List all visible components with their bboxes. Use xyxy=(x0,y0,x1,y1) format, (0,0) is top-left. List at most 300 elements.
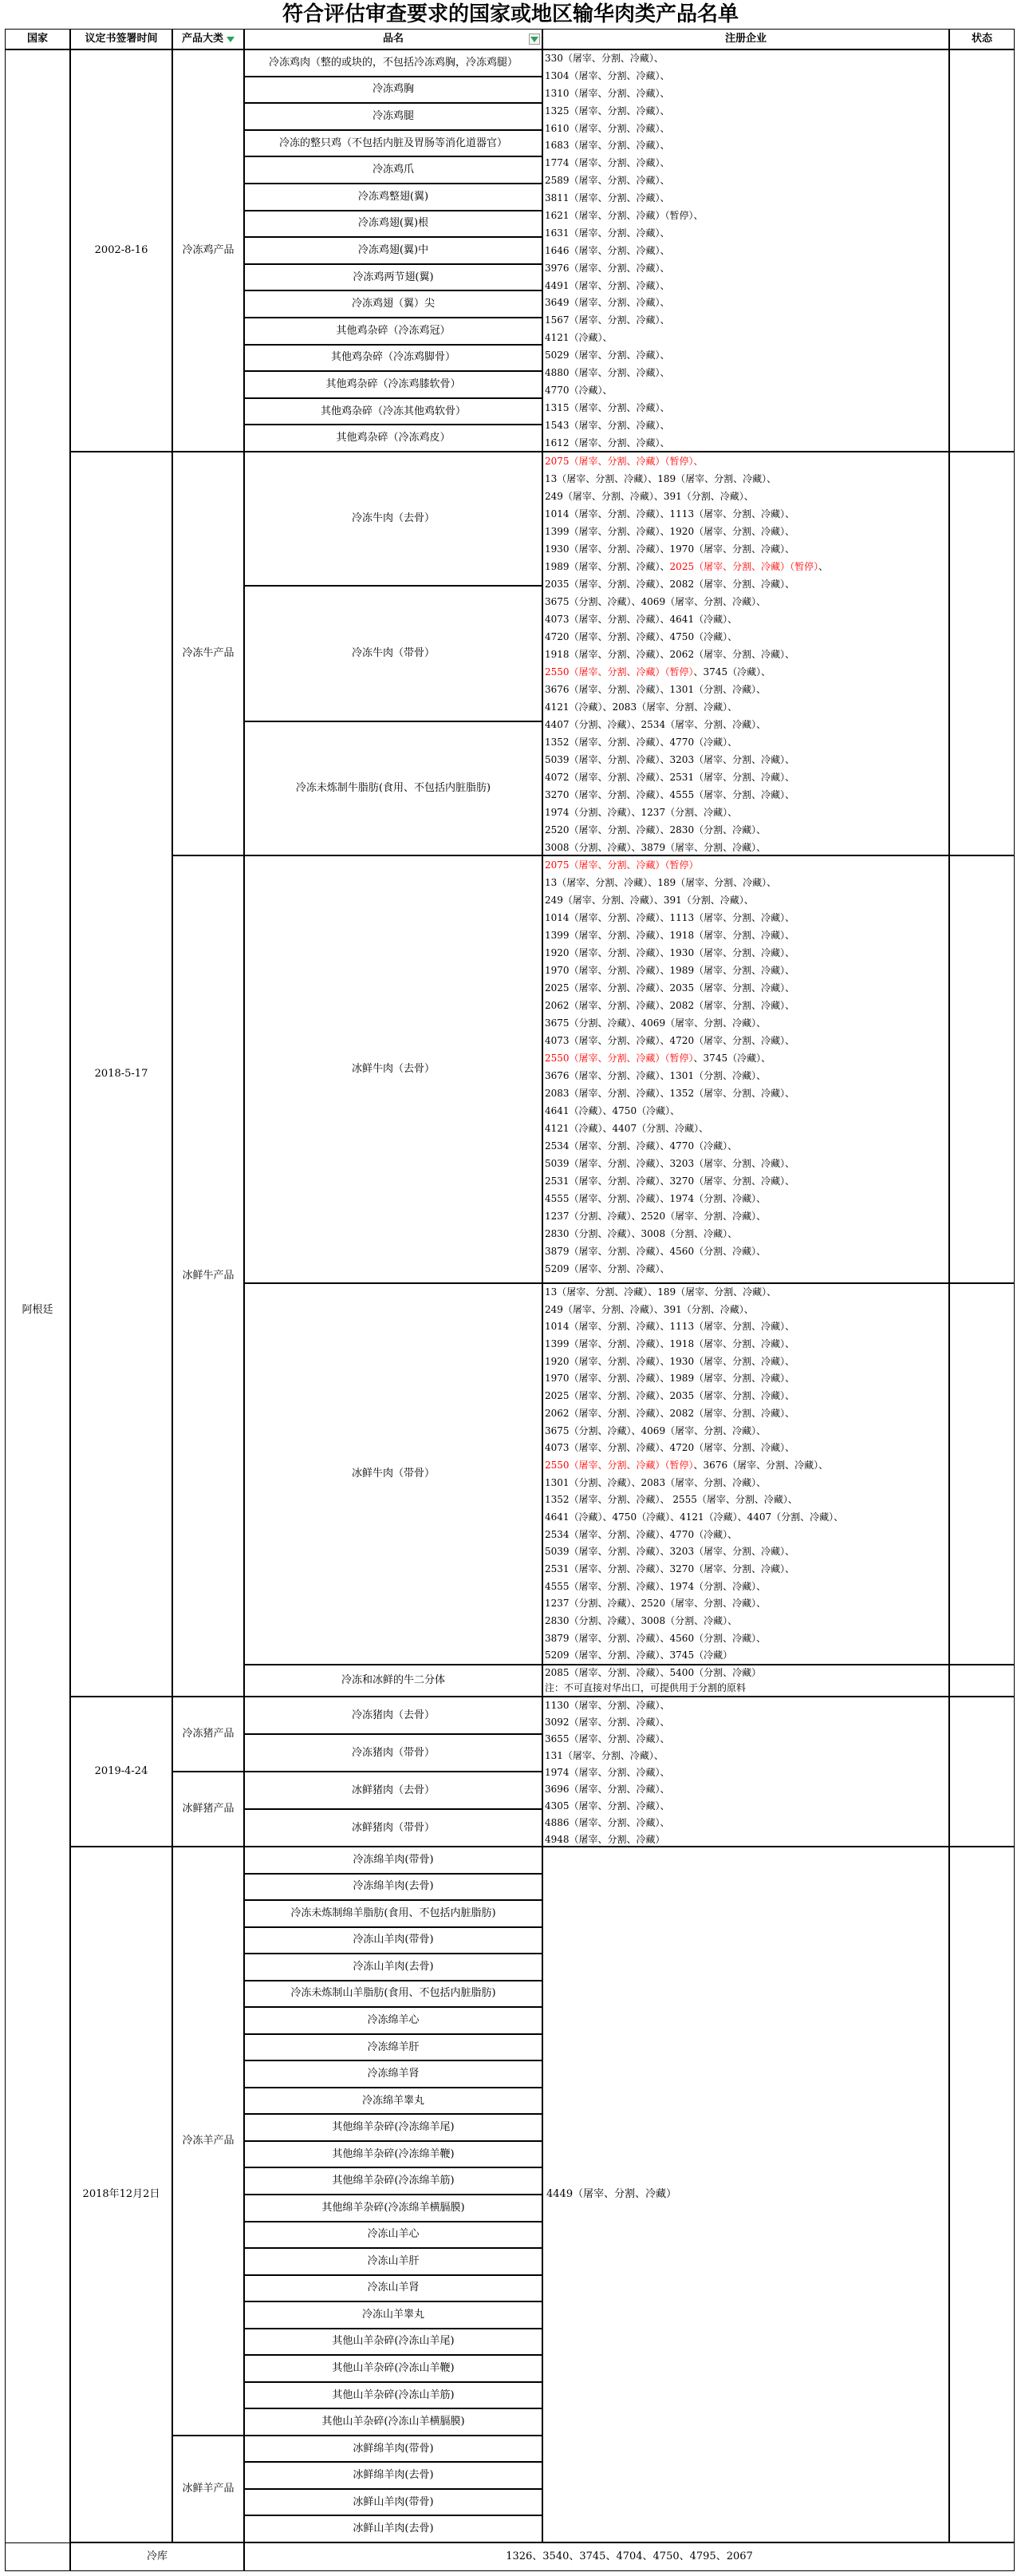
registration-line xyxy=(543,260,948,278)
registration-line xyxy=(543,1509,948,1527)
registration-text: 3676（屠宰、分割、冷藏）、1301（分割、冷藏）、 xyxy=(545,1070,767,1081)
registration-line xyxy=(543,1527,948,1544)
product-name-cell-text: 其他山羊杂碎(冷冻山羊鞭) xyxy=(332,2361,455,2374)
registration-text: 13（屠宰、分割、冷藏）、189（屠宰、分割、冷藏）、 xyxy=(545,1286,777,1298)
registration-line xyxy=(543,452,948,470)
cold-storage-value-text: 1326、3540、3745、4704、4750、4795、2067 xyxy=(506,2550,753,2562)
registration-text: 2062（屠宰、分割、冷藏）、2082（屠宰、分割、冷藏）、 xyxy=(545,1407,795,1419)
registration-text: 、3745（冷藏）、 xyxy=(693,1053,771,1064)
registration-text: 1970（屠宰、分割、冷藏）、1989（屠宰、分割、冷藏）、 xyxy=(545,965,795,976)
registration-text: 5209（屠宰、分割、冷藏）、3745（冷藏） xyxy=(545,1650,733,1661)
registration-text: 1920（屠宰、分割、冷藏）、1930（屠宰、分割、冷藏）、 xyxy=(545,1355,795,1367)
registration-line xyxy=(543,1260,948,1278)
registration-line xyxy=(543,1137,948,1155)
registered-company-cell xyxy=(542,1665,949,1697)
product-category-cell xyxy=(172,855,244,1697)
registration-line xyxy=(543,347,948,365)
product-name-cell-text: 冰鲜山羊肉(带骨) xyxy=(353,2495,434,2508)
registration-text: 5209（屠宰、分割、冷藏）、 xyxy=(545,1263,670,1274)
registration-text: 1610（屠宰、分割、冷藏）、 xyxy=(545,122,670,134)
header-category-text: 产品大类 xyxy=(181,33,223,45)
product-name-cell xyxy=(244,156,542,184)
registration-text: 1920（屠宰、分割、冷藏）、1930（屠宰、分割、冷藏）、 xyxy=(545,947,795,958)
protocol-date-cell xyxy=(70,49,172,452)
product-name-cell-text: 其他绵羊杂碎(冷冻绵羊尾) xyxy=(332,2121,455,2134)
registration-line xyxy=(543,382,948,400)
registration-line xyxy=(543,312,948,330)
registration-text: 3811（屠宰、分割、冷藏）、 xyxy=(545,192,670,204)
registration-text: 1014（屠宰、分割、冷藏）、1113（屠宰、分割、冷藏）、 xyxy=(545,912,795,923)
status-cell xyxy=(949,1847,1015,2542)
registration-text: 3879（屠宰、分割、冷藏）、4560（分割、冷藏）、 xyxy=(545,1632,767,1644)
cold-storage-value xyxy=(244,2542,1015,2571)
product-name-cell-text: 冷冻未炼制山羊脂肪(食用、不包括内脏脂肪) xyxy=(290,1987,496,2000)
registration-text: 3696（屠宰、分割、冷藏）、 xyxy=(545,1784,670,1795)
registration-line xyxy=(543,909,948,926)
registration-line xyxy=(543,1578,948,1596)
header-date-text: 议定书签署时间 xyxy=(85,33,158,45)
registration-text: 、 xyxy=(818,561,829,572)
registration-line xyxy=(543,1155,948,1172)
product-name-cell xyxy=(244,2515,542,2542)
suspended-registration: 2550（屠宰、分割、冷藏）（暂停） xyxy=(545,1053,694,1064)
registration-line xyxy=(543,1831,948,1847)
registration-text: 3649（屠宰、分割、冷藏）、 xyxy=(545,297,670,309)
product-name-cell-text: 冷冻鸡翅(翼)中 xyxy=(357,243,429,256)
registration-line xyxy=(543,1543,948,1561)
registration-text: 3675（分割、冷藏）、4069（屠宰、分割、冷藏）、 xyxy=(545,1017,767,1029)
product-name-cell xyxy=(244,721,542,855)
registration-text: 1631（屠宰、分割、冷藏）、 xyxy=(545,227,670,239)
product-name-cell xyxy=(244,2301,542,2329)
registration-text: 1014（屠宰、分割、冷藏）、1113（屠宰、分割、冷藏）、 xyxy=(545,508,795,520)
suspended-registration: 2025（屠宰、分割、冷藏）（暂停） xyxy=(669,561,819,572)
registration-text: 3676（屠宰、分割、冷藏）、1301（分割、冷藏）、 xyxy=(545,684,767,695)
status-cell xyxy=(949,1283,1015,1665)
registration-line xyxy=(543,523,948,540)
page-title: 符合评估审查要求的国家或地区输华肉类产品名单 xyxy=(282,2,739,26)
registration-line xyxy=(543,294,948,312)
product-name-cell xyxy=(244,1772,542,1809)
registration-text: 2085（屠宰、分割、冷藏）、5400（分割、冷藏） xyxy=(545,1667,762,1678)
registration-text: 2083（屠宰、分割、冷藏）、1352（屠宰、分割、冷藏）、 xyxy=(545,1088,795,1099)
registration-line xyxy=(543,979,948,997)
registration-text: 2531（屠宰、分割、冷藏）、3270（屠宰、分割、冷藏）、 xyxy=(545,1563,795,1574)
product-name-cell xyxy=(244,2275,542,2302)
product-name-cell xyxy=(244,1697,542,1734)
registration-text: 4886（屠宰、分割、冷藏）、 xyxy=(545,1817,670,1828)
product-name-cell xyxy=(244,237,542,264)
registration-line xyxy=(543,1302,948,1319)
product-name-cell-text: 冷冻山羊肝 xyxy=(367,2254,420,2267)
registration-text: 4555（屠宰、分割、冷藏）、1974（分割、冷藏）、 xyxy=(545,1193,767,1204)
registration-text: 3270（屠宰、分割、冷藏）、4555（屠宰、分割、冷藏）、 xyxy=(545,789,795,800)
registration-text: 1310（屠宰、分割、冷藏）、 xyxy=(545,87,670,99)
product-name-cell xyxy=(244,2195,542,2222)
product-name-cell xyxy=(244,49,542,77)
cold-storage-label-text: 冷库 xyxy=(146,2550,168,2562)
registration-text: 1974（屠宰、分割、冷藏）、 xyxy=(545,1767,670,1778)
registration-line xyxy=(543,856,948,874)
registration-text: 249（屠宰、分割、冷藏）、391（分割、冷藏）、 xyxy=(545,491,754,502)
registration-text: 5039（屠宰、分割、冷藏）、3203（屠宰、分割、冷藏）、 xyxy=(545,1158,795,1169)
registration-line xyxy=(543,926,948,944)
cold-storage-label xyxy=(70,2542,244,2571)
suspended-registration: 2550（屠宰、分割、冷藏）（暂停） xyxy=(545,1459,694,1471)
registration-text: 3655（屠宰、分割、冷藏）、 xyxy=(545,1733,670,1744)
registration-line xyxy=(543,1781,948,1798)
registration-line xyxy=(543,1336,948,1353)
registration-text: 1315（屠宰、分割、冷藏）、 xyxy=(545,401,670,413)
registered-company-cell xyxy=(542,49,949,452)
product-name-cell-text: 冷冻鸡两节翅(翼) xyxy=(353,271,434,283)
product-category-cell xyxy=(172,1697,244,1772)
registration-line xyxy=(543,190,948,207)
registration-line xyxy=(543,891,948,909)
product-name-cell xyxy=(244,318,542,345)
registered-company-cell xyxy=(542,855,949,1283)
product-name-cell-text: 冷冻未炼制牛脂肪(食用、不包括内脏脂肪) xyxy=(295,782,491,794)
registration-text: 注：不可直接对华出口，可提供用于分割的原料 xyxy=(545,1682,747,1693)
product-category-cell-text: 冰鲜牛产品 xyxy=(182,1270,235,1282)
product-name-cell-text: 其他绵羊杂碎(冷冻绵羊横膈膜) xyxy=(321,2201,465,2214)
registration-line xyxy=(543,646,948,663)
registration-text: 13（屠宰、分割、冷藏）、189（屠宰、分割、冷藏）、 xyxy=(545,473,777,484)
registration-text: 1918（屠宰、分割、冷藏）、2062（屠宰、分割、冷藏）、 xyxy=(545,649,795,660)
registration-text: 2025（屠宰、分割、冷藏）、2035（屠宰、分割、冷藏）、 xyxy=(545,982,795,994)
registration-text: 4072（屠宰、分割、冷藏）、2531（屠宰、分割、冷藏）、 xyxy=(545,772,795,783)
product-name-cell xyxy=(244,2088,542,2115)
registration-text: 4121（冷藏）、4407（分割、冷藏）、 xyxy=(545,1123,709,1134)
product-name-cell-text: 冷冻鸡整翅(翼) xyxy=(357,190,429,203)
registration-text: 1237（分割、冷藏）、2520（屠宰、分割、冷藏）、 xyxy=(545,1211,767,1222)
product-category-cell-text: 冷冻羊产品 xyxy=(182,2134,235,2147)
product-name-cell xyxy=(244,425,542,452)
product-name-cell xyxy=(244,345,542,372)
registration-text: 3976（屠宰、分割、冷藏）、 xyxy=(545,262,670,274)
product-category-cell-text: 冷冻鸡产品 xyxy=(182,244,235,256)
registration-text: 3008（分割、冷藏）、3879（屠宰、分割、冷藏）、 xyxy=(545,842,767,853)
product-name-cell xyxy=(244,1809,542,1847)
registration-text: 1974（分割、冷藏）、1237（分割、冷藏）、 xyxy=(545,807,738,818)
product-name-cell-text: 其他鸡杂碎（冷冻其他鸡软骨） xyxy=(320,405,466,417)
protocol-date-cell-text: 2018-5-17 xyxy=(94,1068,148,1080)
product-name-cell xyxy=(244,2355,542,2382)
registration-text: 1543（屠宰、分割、冷藏）、 xyxy=(545,419,670,431)
registration-text: 13（屠宰、分割、冷藏）、189（屠宰、分割、冷藏）、 xyxy=(545,877,777,888)
product-name-cell-text: 冷冻鸡腿 xyxy=(372,109,414,122)
registration-line xyxy=(543,243,948,260)
product-name-cell-text: 冰鲜绵羊肉(去骨) xyxy=(353,2469,434,2482)
product-name-cell-text: 其他鸡杂碎（冷冻鸡皮） xyxy=(336,432,451,444)
protocol-date-cell xyxy=(70,1847,172,2542)
registration-line xyxy=(543,1764,948,1781)
registration-text: 4407（分割、冷藏）、2534（屠宰、分割、冷藏）、 xyxy=(545,719,767,730)
registration-text: 3675（分割、冷藏）、4069（屠宰、分割、冷藏）、 xyxy=(545,1424,767,1436)
product-name-cell xyxy=(244,1981,542,2008)
product-name-cell-text: 冷冻鸡胸 xyxy=(372,83,414,96)
product-name-cell-text: 其他山羊杂碎(冷冻山羊横膈膜) xyxy=(321,2416,465,2428)
registration-text: 2531（屠宰、分割、冷藏）、3270（屠宰、分割、冷藏）、 xyxy=(545,1175,795,1187)
registration-line xyxy=(543,1405,948,1423)
product-name-cell xyxy=(244,2060,542,2088)
product-name-cell-text: 其他鸡杂碎（冷冻鸡脚骨） xyxy=(330,351,455,364)
registration-text: 1621（屠宰、分割、冷藏）（暂停）、 xyxy=(545,210,704,222)
registration-text: 2035（屠宰、分割、冷藏）、2082（屠宰、分割、冷藏）、 xyxy=(545,579,795,590)
registration-text: 、3676（屠宰、分割、冷藏）、 xyxy=(693,1459,829,1471)
product-name-cell-text: 冷冻的整只鸡（不包括内脏及胃肠等消化道器官） xyxy=(278,136,507,149)
registration-line xyxy=(543,698,948,716)
product-name-cell xyxy=(244,290,542,318)
product-name-cell-text: 冷冻未炼制绵羊脂肪(食用、不包括内脏脂肪) xyxy=(290,1906,496,1919)
registration-line xyxy=(543,733,948,751)
registration-line xyxy=(543,1595,948,1613)
product-category-cell xyxy=(172,2436,244,2542)
product-name-cell-text: 冷冻鸡肉（整的或块的，不包括冷冻鸡胸，冷冻鸡腿） xyxy=(268,56,518,69)
status-cell xyxy=(949,1697,1015,1847)
country-cell-text: 阿根廷 xyxy=(22,1304,53,1316)
registration-text: 4491（屠宰、分割、冷藏）、 xyxy=(545,279,670,291)
registration-line xyxy=(543,417,948,435)
registration-line xyxy=(543,839,948,855)
product-name-cell-text: 冰鲜山羊肉(去骨) xyxy=(353,2523,434,2535)
registration-text: 4073（屠宰、分割、冷藏）、4641（冷藏）、 xyxy=(545,614,738,625)
product-name-cell xyxy=(244,77,542,104)
registration-text: 1014（屠宰、分割、冷藏）、1113（屠宰、分割、冷藏）、 xyxy=(545,1321,795,1333)
registration-line xyxy=(543,1032,948,1049)
registration-line xyxy=(543,1630,948,1648)
registration-line xyxy=(543,1665,948,1681)
registration-text: 4641（冷藏）、4750（冷藏）、 xyxy=(545,1105,680,1116)
registration-text: 3675（分割、冷藏）、4069（屠宰、分割、冷藏）、 xyxy=(545,596,767,607)
registration-line xyxy=(543,103,948,121)
registered-company-cell xyxy=(542,1697,949,1847)
protocol-date-cell-text: 2002-8-16 xyxy=(94,244,148,256)
registration-line xyxy=(543,207,948,225)
registration-line xyxy=(543,1647,948,1665)
suspended-registration: 2550（屠宰、分割、冷藏）（暂停） xyxy=(545,666,694,678)
registration-text: 4720（屠宰、分割、冷藏）、4750（冷藏）、 xyxy=(545,631,738,642)
product-name-cell xyxy=(244,211,542,238)
registration-text: 4880（屠宰、分割、冷藏）、 xyxy=(545,367,670,379)
registration-text: 4305（屠宰、分割、冷藏）、 xyxy=(545,1800,670,1811)
product-name-cell xyxy=(244,2408,542,2436)
registration-text: 1774（屠宰、分割、冷藏）、 xyxy=(545,157,670,169)
registration-text: 1352（屠宰、分割、冷藏）、4770（冷藏）、 xyxy=(545,737,738,748)
registration-line xyxy=(543,1318,948,1336)
registration-text: 5029（屠宰、分割、冷藏）、 xyxy=(545,350,670,362)
protocol-date-cell xyxy=(70,452,172,1697)
product-name-cell-text: 冰鲜牛肉（带骨） xyxy=(351,1468,435,1480)
header-date xyxy=(70,29,172,49)
suspended-registration: 2075（屠宰、分割、冷藏）（暂停） xyxy=(545,859,699,871)
status-cell xyxy=(949,855,1015,1283)
registration-text: 1301（分割、冷藏）、2083（屠宰、分割、冷藏）、 xyxy=(545,1476,767,1488)
registration-line xyxy=(543,610,948,628)
registration-text: 2589（屠宰、分割、冷藏）、 xyxy=(545,175,670,187)
registration-line xyxy=(543,874,948,891)
product-category-cell xyxy=(172,1772,244,1847)
registration-line xyxy=(543,155,948,172)
product-name-cell-text: 冷冻山羊肾 xyxy=(367,2282,420,2294)
registration-text: 2830（分割、冷藏）、3008（分割、冷藏）、 xyxy=(545,1615,738,1627)
registration-text: 1399（屠宰、分割、冷藏）、1920（屠宰、分割、冷藏）、 xyxy=(545,526,795,537)
filter-dropdown-icon[interactable] xyxy=(227,37,235,42)
footer-blank-cell xyxy=(5,2542,70,2571)
header-registered-company xyxy=(542,29,949,49)
product-name-cell-text: 冷冻山羊睾丸 xyxy=(361,2308,424,2321)
product-name-cell xyxy=(244,398,542,425)
registration-line xyxy=(543,1067,948,1085)
registration-line xyxy=(543,400,948,417)
registration-line xyxy=(543,68,948,85)
registration-line xyxy=(543,1561,948,1578)
header-country xyxy=(5,29,70,49)
product-name-cell-text: 冰鲜猪肉（去骨） xyxy=(351,1784,435,1796)
registration-text: 3092（屠宰、分割、冷藏）、 xyxy=(545,1717,670,1728)
product-name-cell xyxy=(244,2007,542,2034)
registration-line xyxy=(543,944,948,962)
registration-line xyxy=(543,1120,948,1137)
registration-line xyxy=(543,768,948,786)
registration-text: 1399（屠宰、分割、冷藏）、1918（屠宰、分割、冷藏）、 xyxy=(545,930,795,941)
protocol-date-cell xyxy=(70,1697,172,1847)
country-cell xyxy=(5,49,70,2571)
product-name-cell xyxy=(244,2114,542,2141)
product-name-cell-text: 冰鲜绵羊肉(带骨) xyxy=(353,2442,434,2455)
registration-line xyxy=(543,121,948,138)
product-name-cell xyxy=(244,264,542,291)
product-name-cell xyxy=(244,1874,542,1901)
product-name-cell xyxy=(244,2167,542,2195)
product-name-cell-text: 冷冻牛肉（带骨） xyxy=(351,647,435,659)
registration-line xyxy=(543,137,948,155)
registration-text: 1989（屠宰、分割、冷藏）、 xyxy=(545,561,670,572)
registration-text: 1130（屠宰、分割、冷藏）、 xyxy=(545,1700,670,1711)
filter-dropdown-icon xyxy=(530,37,538,42)
registration-text: 4121（冷藏）、 xyxy=(545,332,613,344)
registration-line xyxy=(543,1815,948,1831)
registration-text: 4641（冷藏）、4750（冷藏）、4121（冷藏）、4407（分割、冷藏）、 xyxy=(545,1511,844,1523)
registration-line xyxy=(543,593,948,610)
product-name-cell-text: 冷冻猪肉（去骨） xyxy=(351,1709,435,1721)
product-name-cell-text: 冷冻和冰鲜的牛二分体 xyxy=(341,1674,445,1686)
product-name-cell-text: 冰鲜猪肉（带骨） xyxy=(351,1821,435,1834)
product-name-cell-text: 冷冻山羊肉(带骨) xyxy=(353,1934,434,1946)
registration-line xyxy=(543,1748,948,1764)
registration-text: 4073（屠宰、分割、冷藏）、4720（屠宰、分割、冷藏）、 xyxy=(545,1442,795,1454)
product-name-cell xyxy=(244,452,542,586)
product-name-cell-text: 冷冻鸡爪 xyxy=(372,164,414,176)
registration-text: 1352（屠宰、分割、冷藏）、 2555（屠宰、分割、冷藏）、 xyxy=(545,1494,798,1506)
product-name-cell xyxy=(244,1954,542,1981)
registration-line xyxy=(543,1207,948,1225)
registration-line xyxy=(543,1475,948,1492)
registration-line xyxy=(543,1491,948,1509)
protocol-date-cell-text: 2018年12月2日 xyxy=(82,2188,160,2200)
product-name-cell xyxy=(244,2489,542,2516)
product-category-cell xyxy=(172,49,244,452)
product-name-cell-text: 冷冻绵羊睾丸 xyxy=(361,2094,424,2107)
product-name-cell xyxy=(244,103,542,130)
registered-company-cell-text: 4449（屠宰、分割、冷藏） xyxy=(546,2188,677,2200)
product-name-cell-text: 冷冻绵羊肉(带骨) xyxy=(353,1853,434,1866)
registration-line xyxy=(543,50,948,68)
registration-text: 2830（分割、冷藏）、3008（分割、冷藏）、 xyxy=(545,1228,738,1239)
header-country-text: 国家 xyxy=(26,33,48,45)
product-name-cell xyxy=(244,2462,542,2489)
registration-line xyxy=(543,1284,948,1302)
product-name-cell xyxy=(244,184,542,211)
filter-dropdown-button[interactable] xyxy=(529,34,540,45)
product-name-cell-text: 其他绵羊杂碎(冷冻绵羊鞭) xyxy=(332,2147,455,2160)
registration-line xyxy=(543,172,948,190)
registration-text: 2062（屠宰、分割、冷藏）、2082（屠宰、分割、冷藏）、 xyxy=(545,1000,795,1011)
registration-line xyxy=(543,1388,948,1405)
registration-line xyxy=(543,821,948,839)
registration-text: 2520（屠宰、分割、冷藏）、2830（分割、冷藏）、 xyxy=(545,824,767,836)
header-product-name-text: 品名 xyxy=(382,33,404,45)
registration-text: 1646（屠宰、分割、冷藏）、 xyxy=(545,244,670,256)
status-cell xyxy=(949,452,1015,855)
product-name-cell-text: 冷冻山羊肉(去骨) xyxy=(353,1960,434,1973)
product-name-cell-text: 冷冻绵羊肉(去骨) xyxy=(353,1880,434,1893)
registered-company-cell xyxy=(542,1847,949,2542)
registration-line xyxy=(543,470,948,488)
product-name-cell-text: 冷冻猪肉（带骨） xyxy=(351,1746,435,1759)
registration-text: 2534（屠宰、分割、冷藏）、4770（冷藏）、 xyxy=(545,1528,738,1540)
status-cell xyxy=(949,1665,1015,1697)
product-name-cell xyxy=(244,1665,542,1697)
registration-line xyxy=(543,804,948,821)
product-name-cell xyxy=(244,2436,542,2463)
product-name-cell-text: 冷冻绵羊肝 xyxy=(367,2041,420,2053)
product-name-cell xyxy=(244,2222,542,2249)
registration-text: 1399（屠宰、分割、冷藏）、1918（屠宰、分割、冷藏）、 xyxy=(545,1338,795,1350)
product-name-cell-text: 其他鸡杂碎（冷冻鸡冠） xyxy=(336,324,451,337)
product-name-cell xyxy=(244,2329,542,2356)
product-category-cell-text: 冷冻猪产品 xyxy=(182,1728,235,1740)
registration-line xyxy=(543,1440,948,1457)
registration-line xyxy=(543,663,948,681)
registration-text: 1325（屠宰、分割、冷藏）、 xyxy=(545,105,670,117)
product-category-cell-text: 冰鲜羊产品 xyxy=(182,2482,235,2495)
registration-line xyxy=(543,628,948,646)
registration-text: 1567（屠宰、分割、冷藏）、 xyxy=(545,314,670,326)
suspended-registration: 2075（屠宰、分割、冷藏）（暂停）、 xyxy=(545,456,704,467)
product-name-cell-text: 冷冻绵羊心 xyxy=(367,2013,420,2026)
header-status xyxy=(949,29,1015,49)
product-category-cell xyxy=(172,452,244,855)
product-name-cell xyxy=(244,2141,542,2168)
product-name-cell xyxy=(244,1283,542,1665)
registration-line xyxy=(543,1731,948,1748)
registration-line xyxy=(543,488,948,505)
registration-text: 4555（屠宰、分割、冷藏）、1974（分割、冷藏）、 xyxy=(545,1580,767,1592)
product-name-cell-text: 冷冻牛肉（去骨） xyxy=(351,512,435,524)
header-product-name xyxy=(244,29,542,49)
product-category-cell xyxy=(172,1847,244,2436)
header-category xyxy=(172,29,244,49)
registration-text: 5039（屠宰、分割、冷藏）、3203（屠宰、分割、冷藏）、 xyxy=(545,754,795,765)
product-name-cell xyxy=(244,1900,542,1927)
registration-line xyxy=(543,1225,948,1243)
registration-line xyxy=(543,1243,948,1260)
registered-company-cell xyxy=(542,452,949,855)
registration-line xyxy=(543,1014,948,1032)
product-name-cell-text: 冰鲜牛肉（去骨） xyxy=(351,1063,435,1075)
registration-text: 249（屠宰、分割、冷藏）、391（分割、冷藏）、 xyxy=(545,1303,754,1315)
